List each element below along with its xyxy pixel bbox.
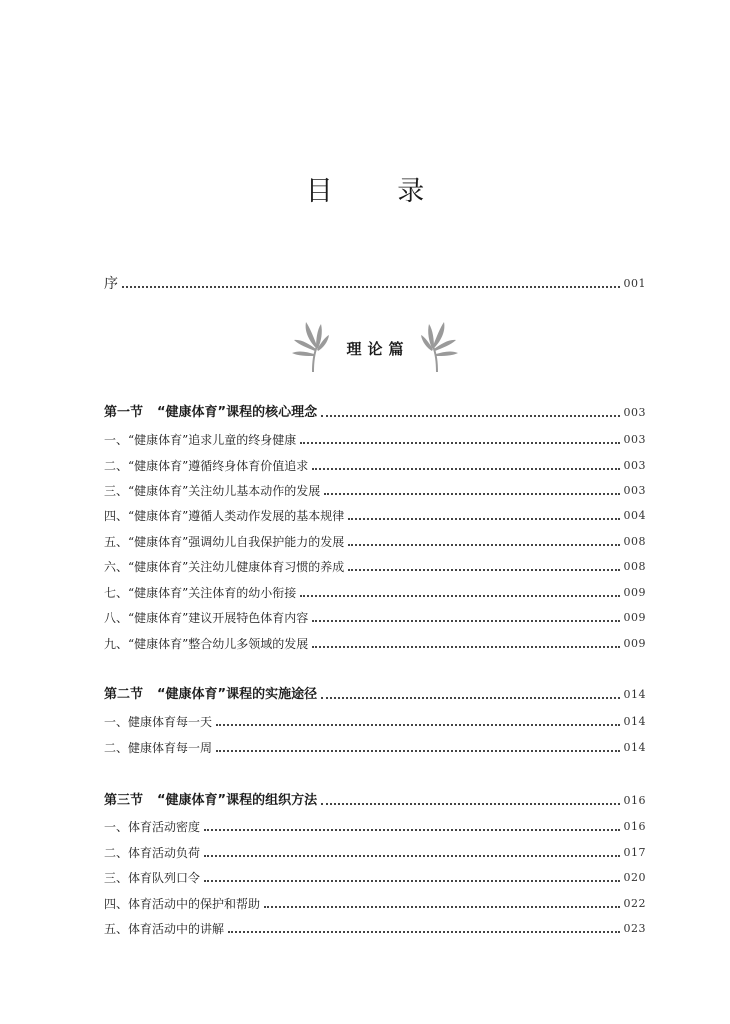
toc-page-number: 014 <box>623 715 646 728</box>
toc-item[interactable] <box>104 710 646 730</box>
section-title: “健康体育”课程的实施途径 <box>157 687 318 702</box>
toc-preface[interactable] <box>104 272 646 292</box>
toc-preface-label: 序 <box>104 276 118 292</box>
toc-page-number: 022 <box>623 897 646 910</box>
toc-item[interactable] <box>104 428 646 448</box>
leader-dots <box>321 415 619 417</box>
toc-item-label: 八、“健康体育”建议开展特色体育内容 <box>104 611 309 625</box>
toc-item-label: 二、“健康体育”遵循终身体育价值追求 <box>104 459 309 473</box>
section-number: 第三节 <box>104 793 144 808</box>
toc-page-number: 009 <box>623 611 646 624</box>
toc-page-number: 001 <box>623 277 646 290</box>
toc-page-number: 016 <box>623 820 646 833</box>
toc-item[interactable] <box>104 504 646 524</box>
toc-item[interactable] <box>104 454 646 474</box>
leader-dots <box>300 595 619 597</box>
toc-item-label: 五、体育活动中的讲解 <box>104 922 225 936</box>
leader-dots <box>321 697 619 699</box>
section-number: 第一节 <box>104 405 144 420</box>
toc-page-number: 008 <box>623 560 646 573</box>
toc-page-number: 004 <box>623 509 646 522</box>
toc-item[interactable] <box>104 892 646 912</box>
leader-dots <box>324 493 619 495</box>
toc-section-3[interactable] <box>104 789 646 809</box>
leader-dots <box>300 442 619 444</box>
toc-page-number: 014 <box>623 741 646 754</box>
toc-item[interactable] <box>104 917 646 937</box>
section-title: “健康体育”课程的核心理念 <box>157 405 318 420</box>
toc-item[interactable] <box>104 530 646 550</box>
leader-dots <box>312 620 619 622</box>
toc-item[interactable] <box>104 736 646 756</box>
toc-item-label: 九、“健康体育”整合幼儿多领域的发展 <box>104 637 309 651</box>
toc-item-label: 四、体育活动中的保护和帮助 <box>104 897 261 911</box>
section-title: “健康体育”课程的组织方法 <box>157 793 318 808</box>
toc-page-number: 017 <box>623 846 646 859</box>
toc-item-label: 一、健康体育每一天 <box>104 715 213 729</box>
leader-dots <box>264 906 619 908</box>
toc-item-label: 二、体育活动负荷 <box>104 846 201 860</box>
toc-item[interactable] <box>104 479 646 499</box>
leader-dots <box>216 750 619 752</box>
toc-item-label: 三、“健康体育”关注幼儿基本动作的发展 <box>104 484 321 498</box>
toc-page-number: 016 <box>623 794 646 807</box>
toc-item-label: 二、健康体育每一周 <box>104 741 213 755</box>
part-title: 理论篇 <box>346 340 410 358</box>
leader-dots <box>348 544 619 546</box>
toc-page-number: 008 <box>623 535 646 548</box>
toc-page-number: 003 <box>623 484 646 497</box>
toc-item[interactable] <box>104 632 646 652</box>
leader-dots <box>312 646 619 648</box>
toc-item[interactable] <box>104 606 646 626</box>
leader-dots <box>204 880 619 882</box>
leader-dots <box>321 803 619 805</box>
toc-item-label: 三、体育队列口令 <box>104 871 201 885</box>
section-number: 第二节 <box>104 687 144 702</box>
toc-page-number: 003 <box>623 433 646 446</box>
toc-page-number: 020 <box>623 871 646 884</box>
toc-page-number: 003 <box>623 459 646 472</box>
leader-dots <box>204 829 619 831</box>
leaf-icon <box>420 318 460 374</box>
toc-item-label: 七、“健康体育”关注体育的幼小衔接 <box>104 586 297 600</box>
toc-page-number: 014 <box>623 688 646 701</box>
toc-item-label: 四、“健康体育”遵循人类动作发展的基本规律 <box>104 509 345 523</box>
leader-dots <box>122 286 620 288</box>
toc-item-label: 一、“健康体育”追求儿童的终身健康 <box>104 433 297 447</box>
toc-item[interactable] <box>104 815 646 835</box>
part-heading <box>290 318 460 374</box>
toc-item-label: 五、“健康体育”强调幼儿自我保护能力的发展 <box>104 535 345 549</box>
toc-item[interactable] <box>104 841 646 861</box>
toc-item-label: 六、“健康体育”关注幼儿健康体育习惯的养成 <box>104 560 345 574</box>
toc-section-1[interactable] <box>104 401 646 421</box>
leader-dots <box>312 468 619 470</box>
page-title: 目 录 <box>305 176 453 207</box>
leader-dots <box>348 518 619 520</box>
toc-page-number: 003 <box>623 406 646 419</box>
toc-page-number: 009 <box>623 637 646 650</box>
toc-item[interactable] <box>104 866 646 886</box>
leader-dots <box>228 931 619 933</box>
toc-page-number: 023 <box>623 922 646 935</box>
leader-dots <box>348 569 619 571</box>
leader-dots <box>216 724 619 726</box>
toc-item[interactable] <box>104 555 646 575</box>
toc-item-label: 一、体育活动密度 <box>104 820 201 834</box>
leaf-icon <box>290 318 330 374</box>
toc-section-2[interactable] <box>104 683 646 703</box>
toc-item[interactable] <box>104 581 646 601</box>
toc-page-number: 009 <box>623 586 646 599</box>
leader-dots <box>204 855 619 857</box>
